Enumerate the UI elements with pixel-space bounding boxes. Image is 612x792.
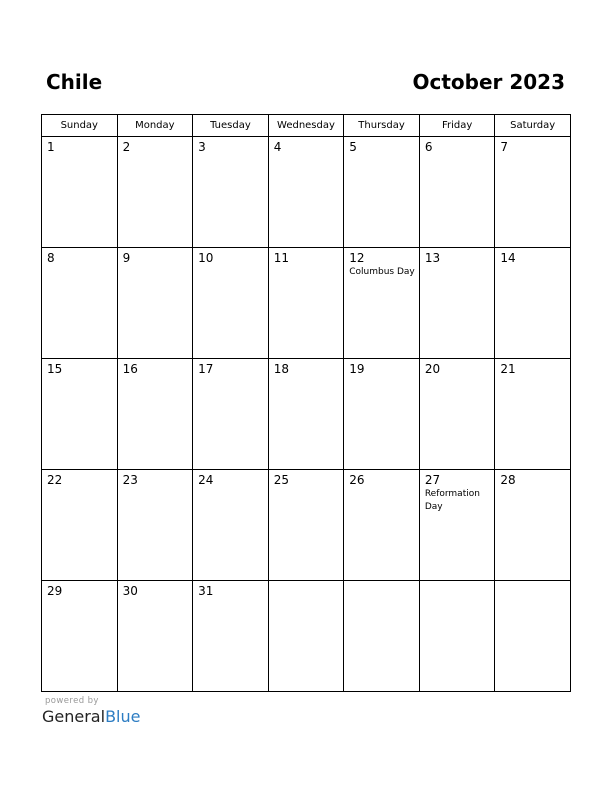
day-number: 30 <box>122 584 138 598</box>
day-cell <box>117 581 193 692</box>
day-number <box>269 581 344 584</box>
weekday-header: Wednesday <box>268 115 344 137</box>
week-row <box>42 581 571 692</box>
day-cell <box>42 248 118 359</box>
country-title: Chile <box>46 70 103 94</box>
day-number: 31 <box>198 584 214 598</box>
day-number <box>495 581 570 584</box>
weekday-header: Tuesday <box>193 115 269 137</box>
day-cell <box>42 470 118 581</box>
week-row <box>42 137 571 248</box>
day-number: 20 <box>424 362 441 376</box>
week-row <box>42 359 571 470</box>
weekday-header: Friday <box>419 115 495 137</box>
day-number: 14 <box>500 251 516 265</box>
day-cell <box>117 470 193 581</box>
holiday-label: Reformation Day <box>424 489 480 512</box>
day-cell <box>268 581 344 692</box>
generalblue-logo[interactable] <box>42 707 140 726</box>
day-cell <box>344 470 420 581</box>
weekday-header: Monday <box>117 115 193 137</box>
powered-by-label: powered by <box>45 696 99 706</box>
day-cell <box>42 359 118 470</box>
week-row <box>42 470 571 581</box>
day-cell <box>268 359 344 470</box>
day-number: 27 <box>424 473 441 487</box>
weekday-header: Saturday <box>495 115 571 137</box>
day-cell <box>193 470 269 581</box>
day-number: 22 <box>47 473 63 487</box>
day-number: 1 <box>47 140 55 154</box>
calendar-grid <box>41 114 571 692</box>
day-cell <box>495 359 571 470</box>
day-number: 2 <box>122 140 131 154</box>
day-cell <box>344 248 420 359</box>
logo-blue-text: Blue <box>105 707 141 726</box>
weekday-header-row <box>42 115 571 137</box>
weekday-header: Sunday <box>42 115 118 137</box>
day-number <box>344 581 419 584</box>
day-number: 9 <box>122 251 131 265</box>
day-cell <box>268 470 344 581</box>
day-cell <box>117 137 193 248</box>
day-cell <box>495 137 571 248</box>
day-number: 15 <box>47 362 63 376</box>
day-number: 6 <box>424 140 433 154</box>
month-title: October 2023 <box>412 70 565 94</box>
day-number: 26 <box>349 473 365 487</box>
day-number: 10 <box>198 251 214 265</box>
day-cell <box>344 137 420 248</box>
day-cell <box>419 137 495 248</box>
day-cell <box>495 248 571 359</box>
day-number: 13 <box>424 251 441 265</box>
day-cell <box>344 359 420 470</box>
day-cell <box>495 470 571 581</box>
logo-general-text: General <box>42 707 106 726</box>
day-number: 24 <box>198 473 214 487</box>
day-cell <box>419 470 495 581</box>
day-cell <box>495 581 571 692</box>
day-number: 21 <box>500 362 516 376</box>
day-number: 7 <box>500 140 509 154</box>
day-cell <box>419 248 495 359</box>
day-cell <box>193 137 269 248</box>
day-number <box>420 581 495 584</box>
day-cell <box>193 359 269 470</box>
day-number: 12 <box>349 251 365 265</box>
day-cell <box>193 581 269 692</box>
day-number: 19 <box>349 362 365 376</box>
day-number: 5 <box>349 140 357 154</box>
day-cell <box>419 359 495 470</box>
day-number: 8 <box>47 251 55 265</box>
week-row <box>42 248 571 359</box>
day-cell <box>117 248 193 359</box>
day-cell <box>117 359 193 470</box>
day-number: 4 <box>273 140 282 154</box>
weekday-header: Thursday <box>344 115 420 137</box>
day-number: 17 <box>198 362 214 376</box>
day-number: 18 <box>273 362 289 376</box>
day-cell <box>344 581 420 692</box>
day-cell <box>42 137 118 248</box>
day-cell <box>268 137 344 248</box>
day-cell <box>193 248 269 359</box>
day-cell <box>419 581 495 692</box>
day-number: 29 <box>47 584 63 598</box>
day-number: 28 <box>500 473 516 487</box>
day-cell <box>268 248 344 359</box>
day-number: 16 <box>122 362 138 376</box>
day-cell <box>42 581 118 692</box>
brand-footer <box>42 696 140 726</box>
day-number: 3 <box>198 140 206 154</box>
day-number: 25 <box>273 473 289 487</box>
holiday-label: Columbus Day <box>349 267 415 277</box>
day-number: 23 <box>122 473 138 487</box>
day-number: 11 <box>273 251 289 265</box>
